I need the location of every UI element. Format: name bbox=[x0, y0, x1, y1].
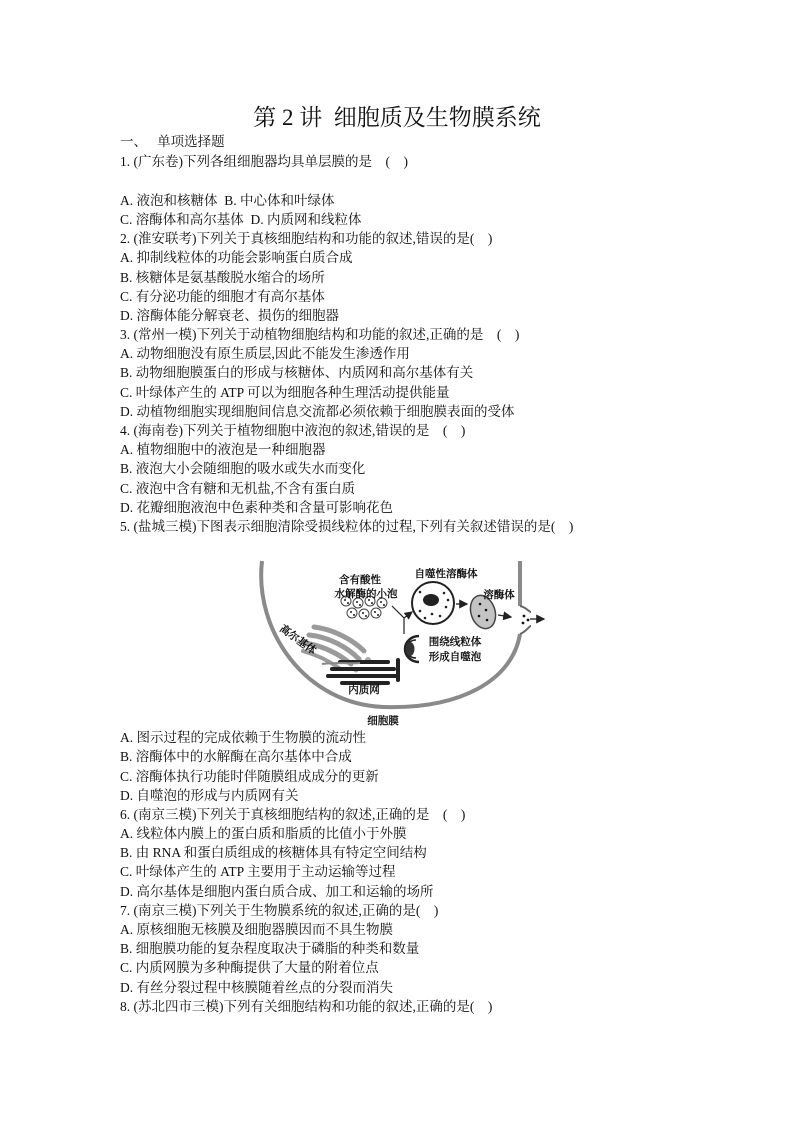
question-stem: 6. (南京三模)下列关于真核细胞结构的叙述,正确的是 ( ) bbox=[120, 806, 466, 822]
question-option: D. 高尔基体是细胞内蛋白质合成、加工和运输的场所 bbox=[120, 883, 434, 899]
question-option: C. 内质网膜为多种酶提供了大量的附着位点 bbox=[120, 960, 379, 976]
question-option: A. 原核细胞无核膜及细胞器膜因而不具生物膜 bbox=[120, 922, 393, 938]
question-list bbox=[120, 152, 760, 1016]
degraded-mitochondrion bbox=[423, 594, 439, 606]
lysosome-label: 溶酶体 bbox=[483, 589, 515, 602]
autolysosome-label: 自噬性溶酶体 bbox=[414, 568, 478, 581]
page-title: 第 2 讲 细胞质及生物膜系统 bbox=[253, 105, 541, 130]
question-stem: 7. (南京三模)下列关于生物膜系统的叙述,正确的是( ) bbox=[120, 902, 439, 918]
question-stem: 4. (海南卷)下列关于植物细胞中液泡的叙述,错误的是 ( ) bbox=[120, 423, 466, 439]
question-stem: 3. (常州一模)下列关于动植物细胞结构和功能的叙述,正确的是 ( ) bbox=[120, 327, 520, 343]
fusion-path bbox=[392, 606, 404, 634]
autophagosome-label-line2: 形成自噬泡 bbox=[428, 651, 482, 664]
question-option: B. 动物细胞膜蛋白的形成与核糖体、内质网和高尔基体有关 bbox=[120, 365, 474, 381]
question-option: D. 溶酶体能分解衰老、损伤的细胞器 bbox=[120, 307, 339, 323]
vesicle-label-line2: 水解酶的小泡 bbox=[334, 588, 398, 601]
question-option: C. 液泡中含有糖和无机盐,不含有蛋白质 bbox=[120, 480, 356, 496]
question-option: C. 溶酶体和高尔基体 D. 内质网和线粒体 bbox=[120, 211, 362, 227]
autophagosome-label-line1: 围绕线粒体 bbox=[428, 636, 482, 649]
question-option: D. 自噬泡的形成与内质网有关 bbox=[120, 787, 299, 803]
golgi-label: 高尔基体 bbox=[277, 622, 319, 658]
question-option: D. 有丝分裂过程中核膜随着丝点的分裂而消失 bbox=[120, 979, 393, 995]
mitochondrion-shape bbox=[406, 642, 415, 656]
question-option: C. 溶酶体执行功能时伴随膜组成成分的更新 bbox=[120, 768, 379, 784]
question-option: B. 核糖体是氨基酸脱水缩合的场所 bbox=[120, 269, 325, 285]
question-option: D. 花瓣细胞液泡中色素种类和含量可影响花色 bbox=[120, 499, 393, 515]
question-stem: 5. (盐城三模)下图表示细胞清除受损线粒体的过程,下列有关叙述错误的是( ) bbox=[120, 518, 574, 534]
question-option: D. 动植物细胞实现细胞间信息交流都必须依赖于细胞膜表面的受体 bbox=[120, 403, 515, 419]
question-option: A. 抑制线粒体的功能会影响蛋白质合成 bbox=[120, 250, 353, 266]
question-stem: 8. (苏北四市三模)下列有关细胞结构和功能的叙述,正确的是( ) bbox=[120, 998, 493, 1014]
question-option: B. 液泡大小会随细胞的吸水或失水而变化 bbox=[120, 461, 366, 477]
question-option: C. 有分泌功能的细胞才有高尔基体 bbox=[120, 288, 325, 304]
question-option: A. 图示过程的完成依赖于生物膜的流动性 bbox=[120, 730, 366, 746]
question-stem: 2. (淮安联考)下列关于真核细胞结构和功能的叙述,错误的是( ) bbox=[120, 231, 493, 247]
question-stem: 1. (广东卷)下列各组细胞器均具单层膜的是 ( ) bbox=[120, 154, 408, 170]
er-shape bbox=[322, 663, 360, 664]
question-option: C. 叶绿体产生的 ATP 主要用于主动运输等过程 bbox=[120, 864, 396, 880]
question-option: C. 叶绿体产生的 ATP 可以为细胞各种生理活动提供能量 bbox=[120, 384, 450, 400]
question-option: A. 植物细胞中的液泡是一种细胞器 bbox=[120, 442, 326, 458]
question-option: B. 细胞膜功能的复杂程度取决于磷脂的种类和数量 bbox=[120, 941, 420, 957]
question-option: A. 动物细胞没有原生质层,因此不能发生渗透作用 bbox=[120, 346, 410, 362]
question-option: B. 溶酶体中的水解酶在高尔基体中合成 bbox=[120, 749, 352, 765]
er-label: 内质网 bbox=[348, 684, 380, 697]
exocytosis-arrow bbox=[498, 615, 511, 617]
vesicle-label-line1: 含有酸性 bbox=[339, 574, 381, 587]
question-option: A. 线粒体内膜上的蛋白质和脂质的比值小于外膜 bbox=[120, 826, 407, 842]
er-shape bbox=[326, 658, 400, 685]
question-option: B. 由 RNA 和蛋白质组成的核糖体具有特定空间结构 bbox=[120, 845, 427, 861]
cell-membrane-label: 细胞膜 bbox=[367, 715, 399, 728]
blank-line bbox=[120, 172, 760, 191]
question-option: A. 液泡和核糖体 B. 中心体和叶绿体 bbox=[120, 192, 335, 208]
autophagy-diagram bbox=[250, 536, 550, 728]
released-particle bbox=[527, 619, 530, 622]
fusion-arrow bbox=[404, 612, 412, 618]
released-particle bbox=[522, 622, 525, 625]
released-particle bbox=[523, 615, 526, 618]
section-heading: 一、 单项选择题 bbox=[120, 134, 225, 149]
cell-autophagy-figure bbox=[120, 536, 760, 728]
